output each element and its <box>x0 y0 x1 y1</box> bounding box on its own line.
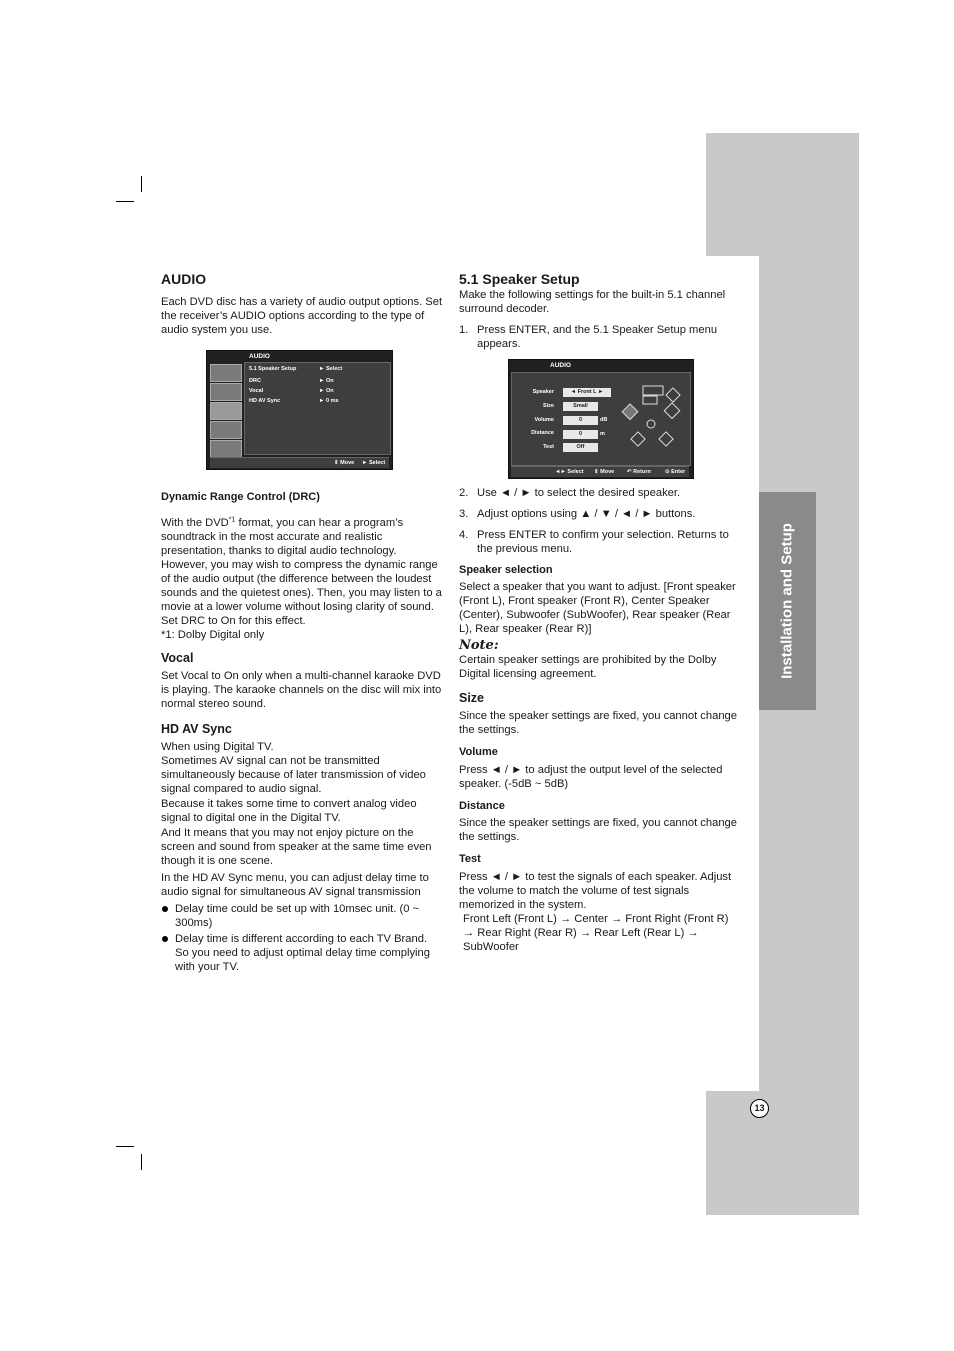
field-value: 0 <box>578 431 583 437</box>
volume-text: Press ◄ / ► to adjust the output level of the selected speaker. (-5dB ~ 5dB) <box>459 764 723 790</box>
speaker-setup-intro: Make the following settings for the built-in 5.1 channel surround decoder. <box>459 289 726 315</box>
list-item <box>459 507 742 521</box>
footer-select: ► Select <box>362 460 386 466</box>
audio-heading: AUDIO <box>161 271 207 287</box>
field-value: Small <box>573 403 588 409</box>
value-text: On <box>325 378 334 384</box>
footer-move-label: Move <box>340 460 355 466</box>
front-r-speaker-icon <box>664 403 680 419</box>
value-text: 0 ms <box>325 398 339 404</box>
field-unit: m <box>600 431 605 437</box>
note-heading: Note: <box>459 638 499 653</box>
test-sequence: Front Left (Front L) → Center → Front Right (Front R) → Rear Right (Rear R) → Rear Left (Rear L) → SubWoofer <box>463 913 729 953</box>
margin-band <box>706 133 859 256</box>
step-number: 2. <box>459 487 469 499</box>
hdav-heading: HD AV Sync <box>161 722 232 736</box>
footer-enter: ⊙ Enter <box>665 469 686 475</box>
test-text: Press ◄ / ► to test the signals of each speaker. Adjust the volume to match the volume of test signals memorized in the system. <box>459 871 732 911</box>
size-field <box>563 402 598 411</box>
footer-move: ⇕ Move <box>594 469 615 475</box>
size-heading: Size <box>459 691 485 705</box>
menu-row-label: DRC <box>249 378 261 384</box>
footer-label: Select <box>567 469 584 475</box>
field-label: Speaker <box>532 389 554 395</box>
bullet-text: Delay time is different according to each TV Brand. So you need to adjust optimal delay time complying with your TV. <box>175 933 430 973</box>
vocal-heading: Vocal <box>161 651 194 665</box>
section-tab-label: Installation and Setup <box>778 523 796 679</box>
footer-move: ⇕ Move <box>334 460 355 466</box>
speaker-selection-heading: Speaker selection <box>459 564 553 576</box>
menu-footer <box>210 457 389 468</box>
list-item <box>161 902 443 930</box>
bullet-text: Delay time could be set up with 10msec unit. (0 ~ 300ms) <box>175 903 420 929</box>
left-column-body <box>161 490 443 974</box>
menu-row-label: HD AV Sync <box>249 398 281 404</box>
lock-icon <box>210 421 242 439</box>
drc-text <box>161 516 443 628</box>
volume-field <box>563 416 598 425</box>
list-item <box>459 323 742 351</box>
menu-row-value: ► Select <box>319 366 343 372</box>
menu-row-label: Vocal <box>249 388 264 394</box>
menu-panel <box>244 362 391 455</box>
hdav-text: In the HD AV Sync menu, you can adjust delay time to audio signal for simultaneous AV signal transmission <box>161 872 429 898</box>
field-label: Test <box>543 444 554 450</box>
audio-intro: Each DVD disc has a variety of audio output options. Set the receiver’s AUDIO options according to the type of audio system you use. <box>161 296 443 336</box>
margin-band <box>706 1091 859 1215</box>
speaker-selection-text: Select a speaker that you want to adjust. [Front speaker (Front L), Front speaker (Front R), Center Speaker (Center), Subwoofer (SubWoofer), Rear speaker (Rear L), Rear speaker (Rear R)] <box>459 581 736 635</box>
test-field <box>563 443 598 452</box>
audio-menu-screenshot <box>206 350 393 470</box>
step-list <box>459 323 742 351</box>
step-text: Press ENTER to confirm your selection. Returns to the previous menu. <box>477 529 729 555</box>
footer-label: Enter <box>671 469 686 475</box>
tv-icon <box>643 386 663 395</box>
menu-row-value: ► 0 ms <box>319 398 339 404</box>
step-text: Adjust options using ▲ / ▼ / ◄ / ► buttons. <box>477 508 696 520</box>
step-number: 4. <box>459 529 469 541</box>
right-column <box>459 272 742 351</box>
field-label: Distance <box>531 430 554 436</box>
footer-select-label: Select <box>368 460 386 466</box>
footer-return: ↶ Return <box>627 469 651 475</box>
right-column-body <box>459 486 742 954</box>
value-text: Select <box>325 366 343 372</box>
menu-row <box>249 378 261 384</box>
footer-label: Return <box>633 469 651 475</box>
title-icon <box>210 364 242 382</box>
left-column <box>161 272 443 337</box>
others-icon <box>210 440 242 458</box>
menu-title: AUDIO <box>249 353 270 360</box>
hdav-text: And It means that you may not enjoy picture on the screen and sound from speaker at the same time even though it is one scene. <box>161 827 432 867</box>
page-number: 13 <box>750 1099 769 1118</box>
drc-heading: Dynamic Range Control (DRC) <box>161 491 320 503</box>
size-text: Since the speaker settings are fixed, you cannot change the settings. <box>459 710 737 736</box>
distance-field <box>563 430 598 439</box>
rear-r-speaker-icon <box>659 432 673 446</box>
front-r-speaker-icon <box>666 388 680 402</box>
menu-row-label: 5.1 Speaker Setup <box>249 366 297 372</box>
crop-mark <box>116 1146 134 1147</box>
menu-row-value: ► On <box>319 388 334 394</box>
step-list <box>459 486 742 556</box>
menu-row <box>249 398 280 404</box>
hdav-bullets <box>161 902 443 974</box>
volume-heading: Volume <box>459 746 498 758</box>
field-label: Volume <box>534 417 554 423</box>
footer-select: ◄► Select <box>555 469 584 475</box>
field-unit: dB <box>600 417 608 423</box>
drc-footnote-marker: *1 <box>228 516 236 524</box>
step-text: Press ENTER, and the 5.1 Speaker Setup menu appears. <box>477 324 718 350</box>
rear-l-speaker-icon <box>631 432 645 446</box>
menu-title: AUDIO <box>550 362 571 369</box>
hdav-text: Sometimes AV signal can not be transmitted simultaneously because of later transmission of video signal compared to audio signal. <box>161 755 426 795</box>
value-text: On <box>325 388 334 394</box>
step-number: 1. <box>459 324 469 336</box>
field-value: Off <box>576 444 585 450</box>
speaker-layout-diagram <box>619 384 689 454</box>
drc-text-b: format, you can hear a program’s soundtrack in the most accurate and realistic presentation, thanks to digital audio technology. However, you may wish to compress the dynamic range of the audio output (the difference between the loudest sounds and the quietest ones). Then, you may listen to a movie at a lower volume without losing clarity of sound. Set DRC to On for this effect. <box>161 517 442 627</box>
crop-mark <box>141 1154 142 1170</box>
menu-footer <box>511 466 689 477</box>
menu-row <box>249 388 263 394</box>
field-value: Front L <box>577 389 597 395</box>
field-value: 0 <box>578 417 583 423</box>
speaker-field: ◄ Front L ► <box>563 388 611 397</box>
distance-text: Since the speaker settings are fixed, you cannot change the settings. <box>459 817 737 843</box>
field-label: Size <box>542 403 554 409</box>
center-speaker-icon <box>643 396 657 404</box>
bullet-icon <box>162 936 168 942</box>
crop-mark <box>116 201 134 202</box>
listener-icon <box>647 420 655 428</box>
step-text: Use ◄ / ► to select the desired speaker. <box>477 487 681 499</box>
crop-mark <box>141 176 142 192</box>
hdav-text: When using Digital TV. <box>161 741 274 753</box>
hdav-text: Because it takes some time to convert analog video signal to digital one in the Digital TV. <box>161 798 417 824</box>
picture-icon <box>210 383 242 401</box>
step-number: 3. <box>459 508 469 520</box>
menu-row-value: ► On <box>319 378 334 384</box>
note-text: Certain speaker settings are prohibited by the Dolby Digital licensing agreement. <box>459 654 717 680</box>
vocal-text: Set Vocal to On only when a multi-channel karaoke DVD is playing. The karaoke channels on the disc will mix into normal stereo sound. <box>161 670 442 710</box>
list-item <box>161 932 443 974</box>
distance-heading: Distance <box>459 800 505 812</box>
drc-text-a: With the DVD <box>161 517 229 529</box>
speaker-setup-screenshot <box>508 359 694 479</box>
audio-icon <box>210 402 242 420</box>
drc-footnote: *1: Dolby Digital only <box>161 629 265 641</box>
test-heading: Test <box>459 853 481 865</box>
speaker-setup-heading: 5.1 Speaker Setup <box>459 271 580 287</box>
bullet-icon <box>162 906 168 912</box>
front-l-speaker-icon <box>622 404 638 420</box>
list-item <box>459 486 742 500</box>
footer-label: Move <box>600 469 615 475</box>
menu-row <box>249 366 296 372</box>
list-item <box>459 528 742 556</box>
